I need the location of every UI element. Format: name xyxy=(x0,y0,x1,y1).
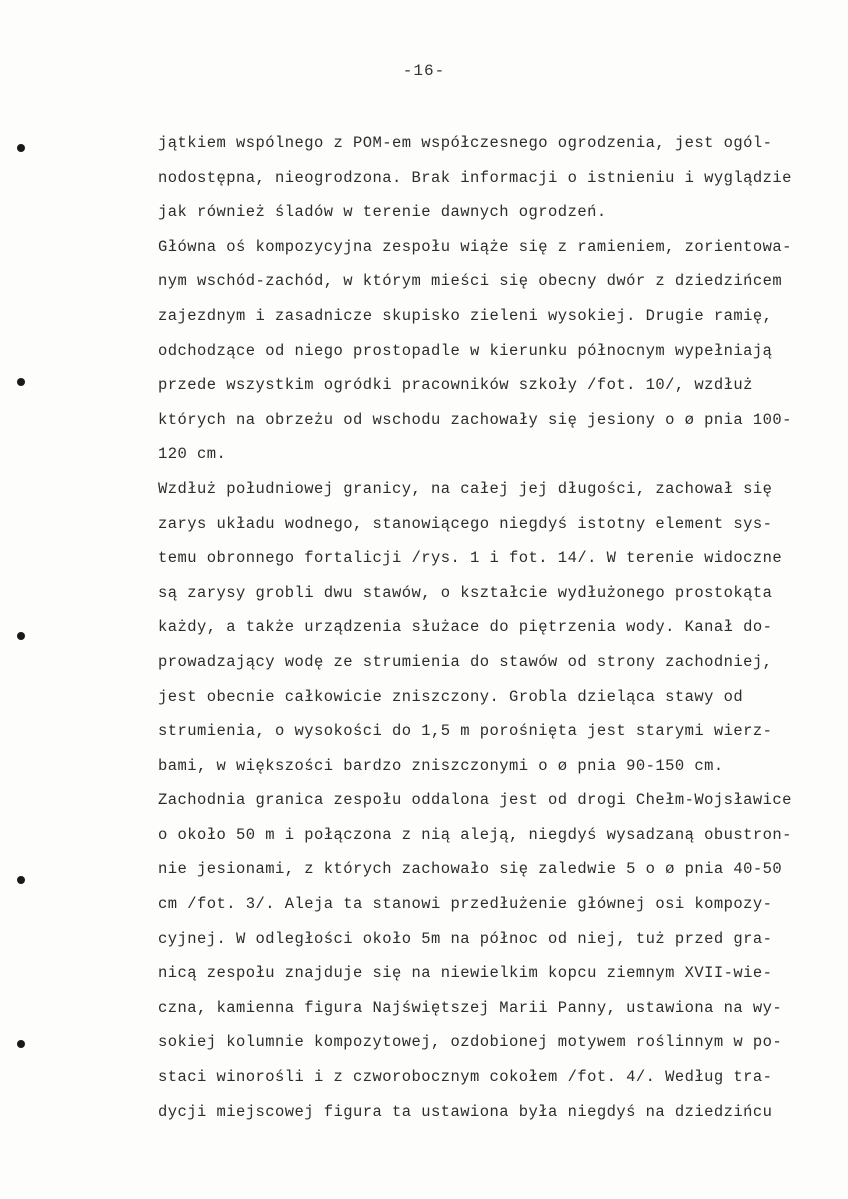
text-line: odchodzące od niego prostopadle w kierunku północnym wypełniają xyxy=(158,341,773,360)
text-line: Wzdłuż południowej granicy, na całej jej długości, zachował się xyxy=(158,479,773,498)
text-line: nicą zespołu znajduje się na niewielkim kopcu ziemnym XVII-wie- xyxy=(158,964,773,983)
text-line: nodostępna, nieogrodzona. Brak informacji o istnieniu i wyglądzie xyxy=(158,168,792,187)
text-line: strumienia, o wysokości do 1,5 m porośnięta jest starymi wierz- xyxy=(158,722,773,741)
text-line: jest obecnie całkowicie zniszczony. Grobla dzieląca stawy od xyxy=(158,687,744,706)
text-line: Zachodnia granica zespołu oddalona jest od drogi Chełm-Wojsławice xyxy=(158,791,792,810)
page-number: -16- xyxy=(402,62,446,80)
text-line: cm /fot. 3/. Aleja ta stanowi przedłużenie głównej osi kompozy- xyxy=(158,895,773,914)
text-line: prowadzający wodę ze strumienia do stawów od strony zachodniej, xyxy=(158,652,773,671)
text-line: przede wszystkim ogródki pracowników szkoły /fot. 10/, wzdłuż xyxy=(158,376,753,395)
text-line: 120 cm. xyxy=(158,445,227,464)
punch-hole-1 xyxy=(17,144,25,152)
text-line: temu obronnego fortalicji /rys. 1 i fot. 14/. W terenie widoczne xyxy=(158,549,783,568)
text-line: są zarysy grobli dwu stawów, o kształcie wydłużonego prostokąta xyxy=(158,583,773,602)
text-line: zarys układu wodnego, stanowiącego niegdyś istotny element sys- xyxy=(158,514,773,533)
text-line: czna, kamienna figura Najświętszej Marii Panny, ustawiona na wy- xyxy=(158,998,783,1017)
punch-hole-2 xyxy=(17,378,25,386)
text-line: bami, w większości bardzo zniszczonymi o ø pnia 90-150 cm. xyxy=(158,756,724,775)
text-line: jątkiem wspólnego z POM-em współczesnego ogrodzenia, jest ogól- xyxy=(158,134,773,152)
text-line: Główna oś kompozycyjna zespołu wiąże się z ramieniem, zorientowa- xyxy=(158,237,792,256)
text-line: sokiej kolumnie kompozytowej, ozdobionej motywem roślinnym w po- xyxy=(158,1033,783,1052)
punch-hole-5 xyxy=(17,1040,25,1048)
text-line: których na obrzeżu od wschodu zachowały się jesiony o ø pnia 100- xyxy=(158,410,792,429)
text-line: o około 50 m i połączona z nią aleją, niegdyś wysadzaną obustron- xyxy=(158,825,792,844)
text-line: jak również śladów w terenie dawnych ogrodzeń. xyxy=(158,203,607,222)
text-line: cyjnej. W odległości około 5m na północ od niej, tuż przed gra- xyxy=(158,929,773,948)
text-line: dycji miejscowej figura ta ustawiona była niegdyś na dziedzińcu xyxy=(158,1102,773,1121)
punch-hole-4 xyxy=(17,876,25,884)
text-line: nym wschód-zachód, w którym mieści się obecny dwór z dziedzińcem xyxy=(158,272,783,291)
text-line: staci winorośli i z czworobocznym cokołem /fot. 4/. Według tra- xyxy=(158,1068,773,1087)
punch-hole-3 xyxy=(17,632,25,640)
text-line: każdy, a także urządzenia służace do piętrzenia wody. Kanał do- xyxy=(158,618,773,637)
typed-text-body xyxy=(158,126,848,1129)
text-line: nie jesionami, z których zachowało się zaledwie 5 o ø pnia 40-50 xyxy=(158,860,783,879)
text-line: zajezdnym i zasadnicze skupisko zieleni wysokiej. Drugie ramię, xyxy=(158,306,773,325)
